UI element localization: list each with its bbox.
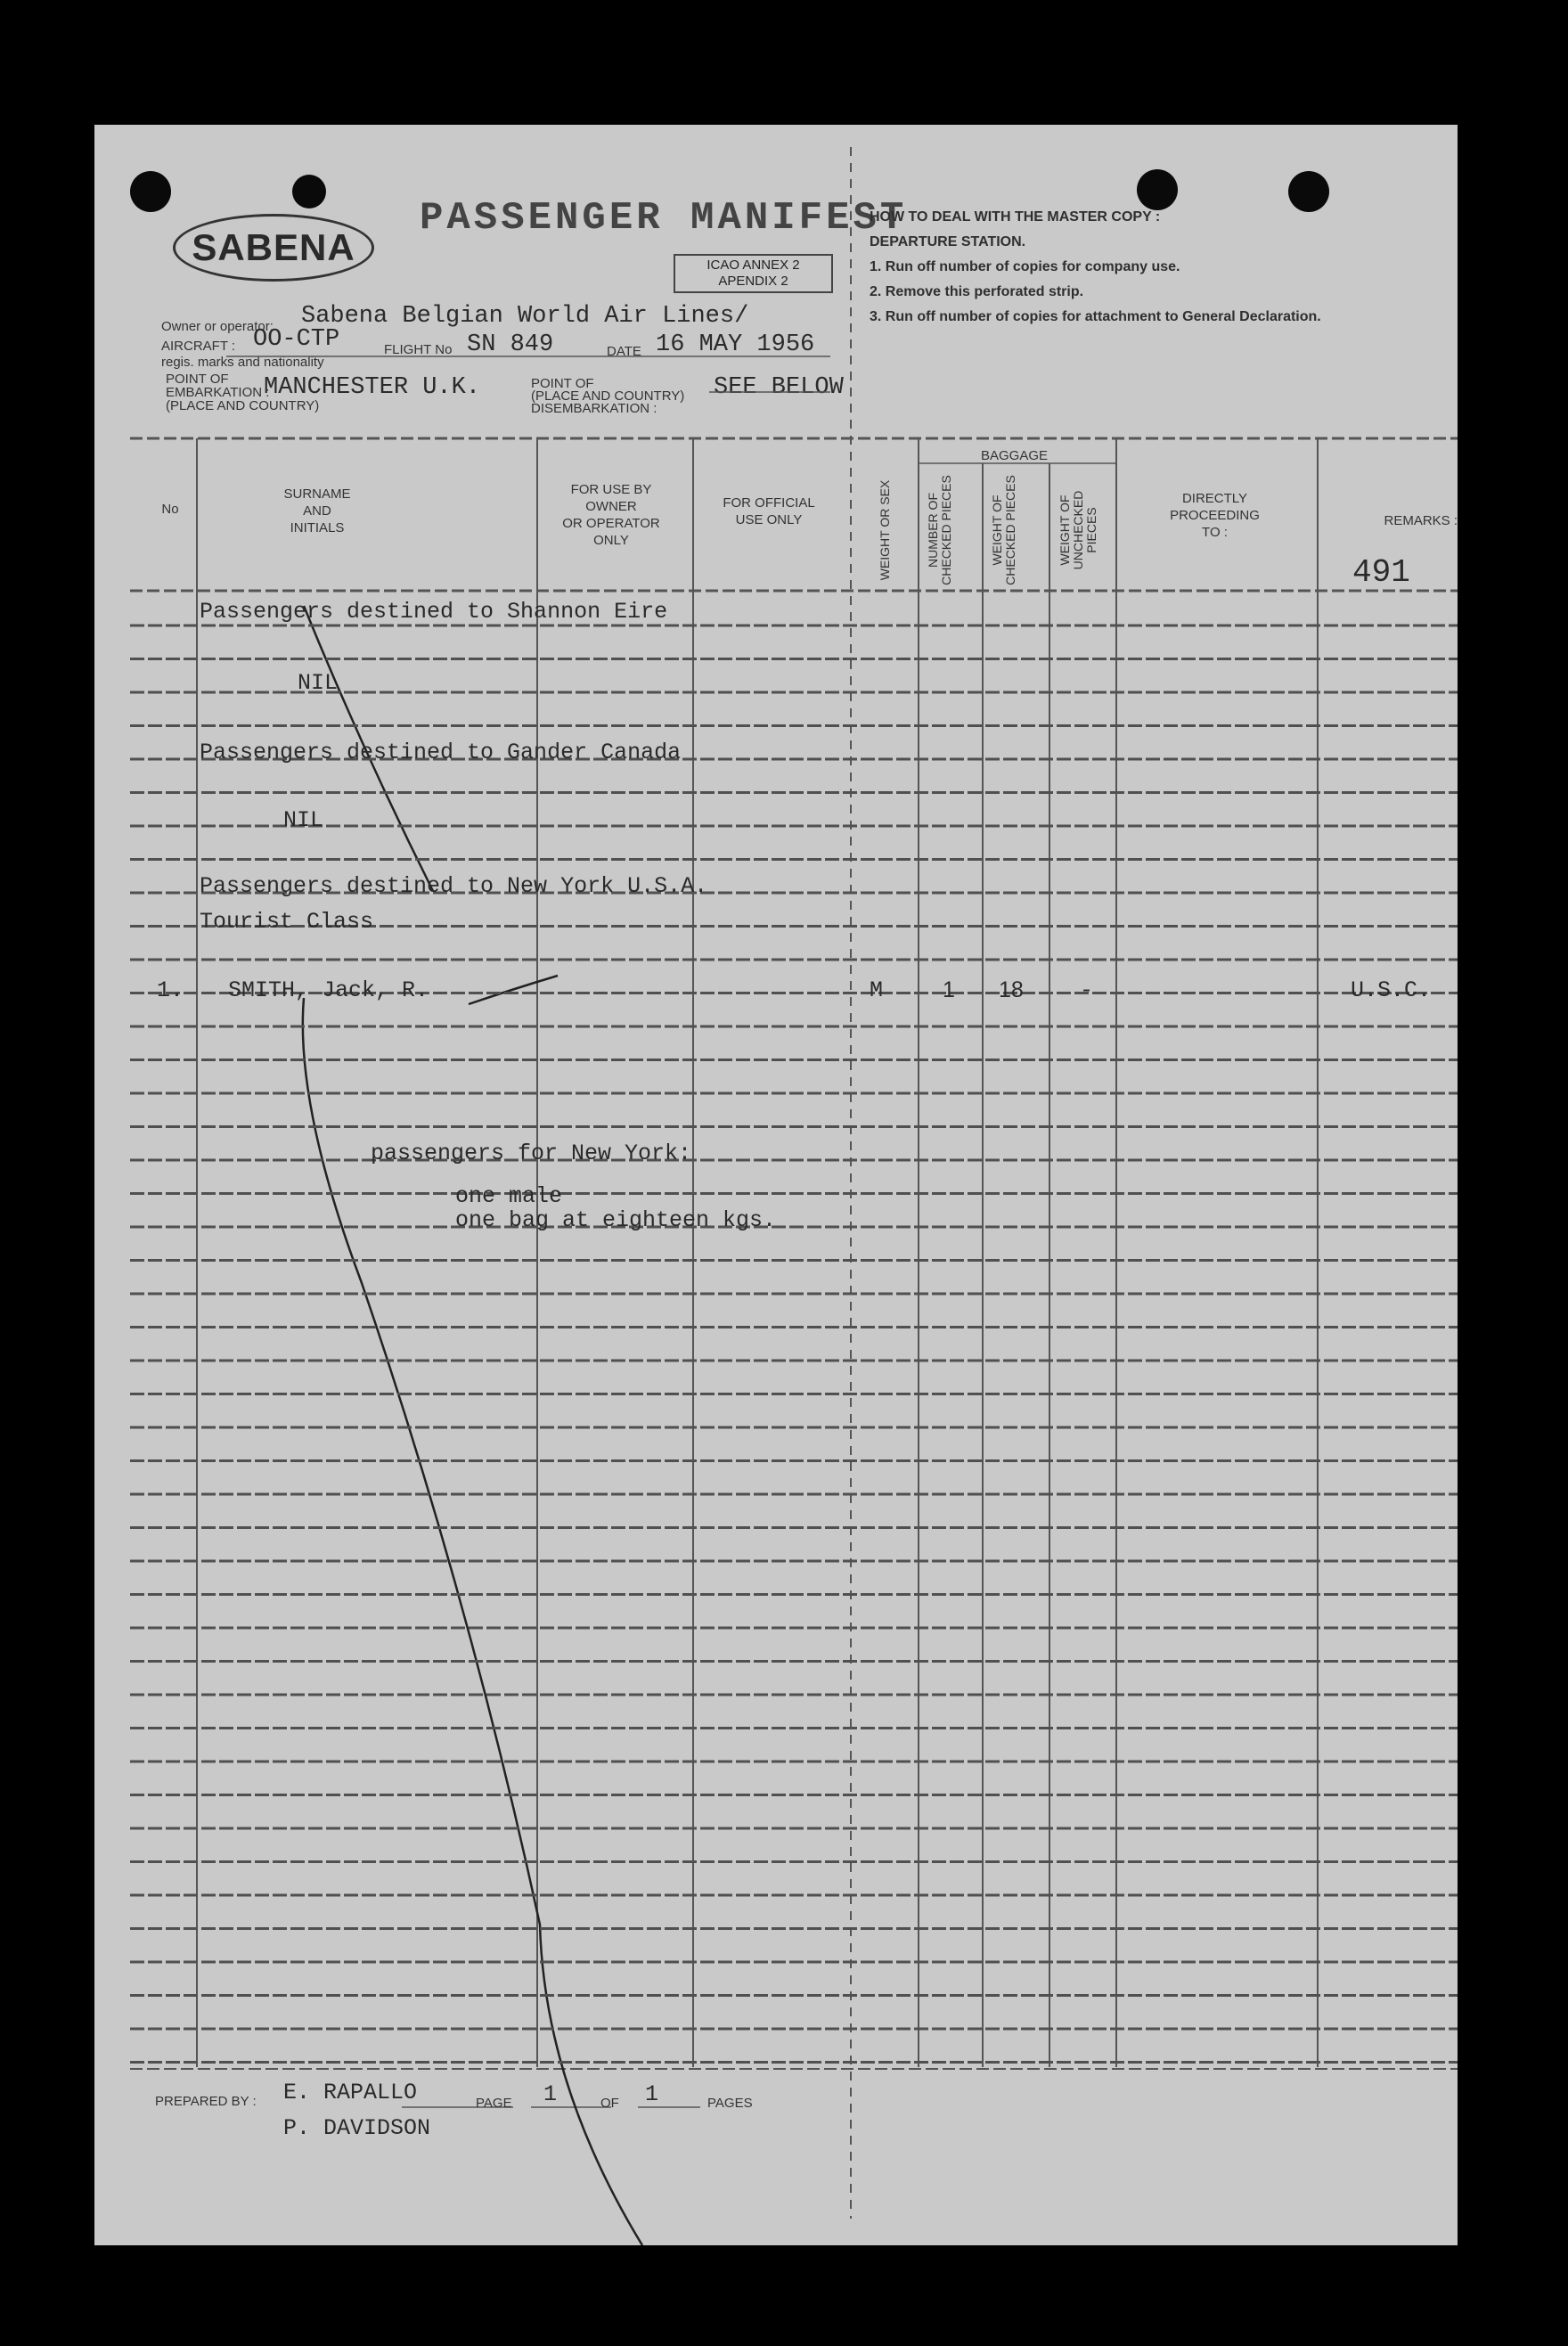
shannon-nil: NIL [298,670,339,696]
icao-line-1: ICAO ANNEX 2 [706,257,800,273]
of-label: OF [600,2096,619,2111]
date-label: DATE [607,344,641,359]
instruction-line-3: 1. Run off number of copies for company use. [870,259,1180,274]
remarks-number: 491 [1352,554,1410,591]
column-header-proceeding: DIRECTLY PROCEEDING TO : [1170,491,1260,540]
owner-value: Sabena Belgian World Air Lines/ [301,303,749,330]
passenger-1-unchecked: - [1080,977,1094,1003]
instruction-line-5: 3. Run off number of copies for attachment to General Declaration. [870,309,1321,324]
instruction-line-4: 2. Remove this perforated strip. [870,284,1084,299]
summary-passengers: one male [455,1183,563,1209]
column-header-no: No [161,502,179,517]
summary-baggage: one bag at eighteen kgs. [455,1207,777,1233]
passenger-1-sex: M [870,977,884,1003]
date-value: 16 MAY 1956 [656,331,815,358]
sabena-logo: SABENA [173,214,374,282]
column-header-num-checked: NUMBER OF CHECKED PIECES [926,475,953,585]
disembark-label: POINT OF (PLACE AND COUNTRY) DISEMBARKATION : [531,376,685,416]
disembark-value: SEE BELOW [714,374,844,401]
class-label: Tourist Class [200,909,374,935]
passenger-1-weight: 18 [999,977,1024,1002]
page-value: 1 [543,2081,558,2107]
column-header-weight-unchecked: WEIGHT OF UNCHECKED PIECES [1058,490,1098,570]
column-header-owner-use: FOR USE BY OWNER OR OPERATOR ONLY [562,482,660,548]
section-new-york: Passengers destined to New York U.S.A. [200,873,708,899]
passenger-1-number: 1. [157,977,184,1003]
passenger-1-pieces: 1 [943,977,955,1002]
prepared-by-label: PREPARED BY : [155,2094,257,2109]
owner-label: Owner or operator: [161,319,274,334]
summary-heading: passengers for New York: [371,1140,692,1166]
form-grid [94,125,1458,2245]
column-header-remarks: REMARKS : [1384,513,1458,528]
embark-label: POINT OF EMBARKATION : (PLACE AND COUNTRY) [166,372,320,413]
icao-line-2: APENDIX 2 [718,274,788,289]
section-shannon: Passengers destined to Shannon Eire [200,599,668,625]
instruction-line-2: DEPARTURE STATION. [870,234,1026,249]
regis-label: regis. marks and nationality [161,355,324,370]
flight-value: SN 849 [467,331,554,358]
flight-label: FLIGHT No [384,342,453,357]
column-header-baggage: BAGGAGE [980,448,1049,463]
instruction-line-1: HOW TO DEAL WITH THE MASTER COPY : [870,209,1161,225]
column-header-official-use: FOR OFFICIAL USE ONLY [723,495,815,527]
embark-value: MANCHESTER U.K. [264,374,481,401]
passenger-1-name: SMITH, Jack, R. [228,977,429,1003]
page-label: PAGE [476,2096,512,2111]
pages-label: PAGES [707,2096,753,2111]
manifest-sheet [94,125,1458,2245]
document-title: PASSENGER MANIFEST [420,196,908,241]
prepared-by-2: P. DAVIDSON [283,2115,431,2141]
column-header-weight-sex: WEIGHT OR SEX [878,479,892,581]
column-header-weight-checked: WEIGHT OF CHECKED PIECES [990,475,1017,585]
aircraft-value: OO-CTP [253,326,340,353]
pages-value: 1 [645,2081,659,2107]
passenger-1-remarks: U.S.C. [1351,977,1432,1003]
section-gander: Passengers destined to Gander Canada [200,740,682,765]
gander-nil: NIL [283,807,324,833]
aircraft-label: AIRCRAFT : [161,339,236,354]
prepared-by-1: E. RAPALLO [283,2080,418,2105]
column-header-surname: SURNAME AND INITIALS [283,486,351,535]
